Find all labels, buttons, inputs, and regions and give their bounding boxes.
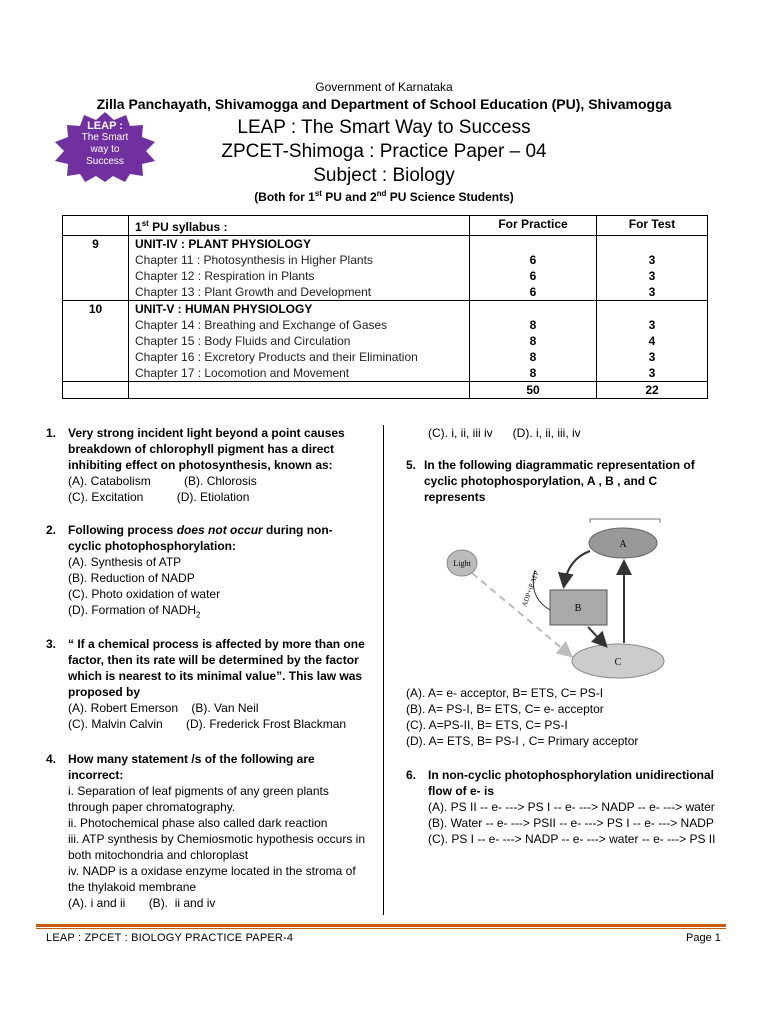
unit-cell (129, 301, 470, 382)
chapter-name: Chapter 13 : Plant Growth and Development (135, 285, 372, 299)
syllabus-table (62, 215, 708, 399)
chapter-name: Chapter 15 : Body Fluids and Circulation (135, 334, 351, 348)
practice-count: 8 (529, 366, 537, 380)
question-option: (A). Synthesis of ATP (68, 555, 182, 569)
node-c-label: C (614, 657, 622, 668)
header-audience: (Both for 1st PU and 2nd PU Science Students) (254, 189, 514, 204)
badge-line: LEAP : (87, 120, 123, 132)
test-cell (597, 236, 708, 301)
total-test: 22 (597, 382, 708, 399)
chapter-name: Chapter 12 : Respiration in Plants (135, 269, 315, 283)
a-to-b-arrow (564, 551, 590, 585)
question-number: 3. (46, 637, 57, 651)
chapter-name: Chapter 11 : Photosynthesis in Higher Plants (135, 253, 373, 267)
atp-label: ADP+iP ATP (520, 569, 541, 608)
question-option: iv. NADP is a oxidase enzyme located in the stroma of the thylakoid membrane (68, 864, 356, 894)
question-option: (C). Malvin Calvin (D). Frederick Frost Blackman (68, 717, 347, 731)
question-option: (A). i and ii (B). ii and iv (68, 896, 216, 910)
node-a-label: A (619, 539, 627, 550)
practice-cell (470, 301, 597, 382)
question-option: (D). Formation of $NADH_2$ (68, 603, 201, 620)
question-option: (A). A= e- acceptor, B= ETS, C= PS-I (406, 686, 604, 700)
question-stem: In the following diagrammatic representation of cyclic photophosporylation, A , B , and C represents (424, 458, 695, 504)
question-5 (406, 457, 716, 505)
practice-count: 6 (529, 269, 537, 283)
unit-title: UNIT-V : HUMAN PHYSIOLOGY (135, 302, 313, 316)
cyclic-photophosphorylation-diagram (440, 515, 680, 685)
practice-count: 6 (529, 253, 537, 267)
question-stem (68, 522, 366, 554)
question-option: (B). A= PS-I, B= ETS, C= e- acceptor (406, 702, 604, 716)
header-government: Government of Karnataka (315, 80, 453, 94)
unit-number: 10 (63, 301, 129, 382)
question-3 (46, 636, 371, 732)
badge-line: way to (90, 144, 120, 155)
question-option: (B). Reduction of NADP (68, 571, 195, 585)
table-total-row (63, 382, 708, 399)
practice-count: 6 (529, 285, 537, 299)
question-2 (46, 522, 366, 623)
bracket-line (590, 519, 660, 523)
header-subject: Subject : Biology (313, 165, 455, 186)
footer-rule-thin (36, 928, 726, 929)
footer-title: LEAP : ZPCET : BIOLOGY PRACTICE PAPER-4 (46, 932, 294, 944)
question-number: 2. (46, 523, 57, 537)
header-leap-title: LEAP : The Smart Way to Success (237, 117, 531, 138)
test-count: 3 (648, 366, 656, 380)
question-number: 5. (406, 458, 417, 472)
question-stem: How many statement /s of the following are incorrect: (68, 752, 315, 782)
question-option: ii. Photochemical phase also called dark reaction (68, 816, 328, 830)
light-label: Light (453, 559, 471, 568)
question-option: iii. ATP synthesis by Chemiosmotic hypothesis occurs in both mitochondria and chloroplast (68, 832, 366, 862)
question-option: (C). Excitation (D). Etiolation (68, 490, 250, 504)
table-header-syllabus: 1st PU syllabus : (129, 216, 470, 236)
b-to-c-arrow (588, 627, 605, 645)
badge-line: Success (86, 156, 124, 167)
node-b-label: B (574, 603, 582, 614)
table-header-practice: For Practice (470, 216, 597, 236)
practice-count: 8 (529, 334, 537, 348)
question-stem: “ If a chemical process is affected by more than one factor, then its rate will be determined by the factor which is nearest to its minimal value”. This law was proposed by (68, 637, 365, 699)
question-option: (C). A=PS-II, B= ETS, C= PS-I (406, 718, 568, 732)
table-row (63, 236, 708, 301)
table-row (63, 301, 708, 382)
table-cell (129, 382, 470, 399)
question-6 (406, 767, 716, 847)
question-option: (C). Photo oxidation of water (68, 587, 221, 601)
question-4 (46, 751, 366, 911)
question-5-options (406, 685, 716, 749)
question-number: 4. (46, 752, 57, 766)
test-count: 3 (648, 350, 656, 364)
leap-badge-text (62, 120, 148, 168)
test-count: 3 (648, 285, 656, 299)
unit-cell (129, 236, 470, 301)
test-count: 3 (648, 269, 656, 283)
page-number: Page 1 (686, 932, 721, 944)
question-1 (46, 425, 366, 505)
question-stem: In non-cyclic photophosphorylation unidirectional flow of e- is (428, 768, 715, 798)
question-option: (B). Water -- e- ---> PSII -- e- ---> PS I -- e- ---> NADP (428, 816, 714, 830)
question-option: i. Separation of leaf pigments of any green plants through paper chromatography. (68, 784, 329, 814)
column-divider (383, 425, 384, 915)
question-number: 1. (46, 426, 57, 440)
unit-number: 9 (63, 236, 129, 301)
question-4-continued-options: (C). i, ii, iii iv (D). i, ii, iii, iv (428, 426, 581, 440)
footer-rule (36, 924, 726, 927)
table-header-row (63, 216, 708, 236)
practice-cell (470, 236, 597, 301)
question-number: 6. (406, 768, 417, 782)
stem-emphasis: does not occur (176, 523, 263, 537)
table-header-test: For Test (597, 216, 708, 236)
header-zilla: Zilla Panchayath, Shivamogga and Department of School Education (PU), Shivamogga (96, 96, 672, 112)
question-option: (A). PS II -- e- ---> PS I -- e- ---> NADP -- e- ---> water (428, 800, 715, 814)
table-cell (63, 382, 129, 399)
question-option: (D). A= ETS, B= PS-I , C= Primary acceptor (406, 734, 639, 748)
test-count: 3 (648, 253, 656, 267)
chapter-name: Chapter 14 : Breathing and Exchange of Gases (135, 318, 388, 332)
test-count: 4 (648, 334, 656, 348)
header-paper-title: ZPCET-Shimoga : Practice Paper – 04 (221, 141, 547, 162)
test-count: 3 (648, 318, 656, 332)
stem-part: Following process (68, 523, 177, 537)
practice-count: 8 (529, 318, 537, 332)
total-practice: 50 (470, 382, 597, 399)
test-cell (597, 301, 708, 382)
question-option: (A). Robert Emerson (B). Van Neil (68, 701, 259, 715)
badge-line: The Smart (81, 132, 129, 143)
table-cell (63, 216, 129, 236)
stem-part: during non-cyclic photophosphorylation: (68, 523, 333, 553)
chapter-name: Chapter 17 : Locomotion and Movement (135, 366, 350, 380)
question-option: (C). PS I -- e- ---> NADP -- e- ---> water -- e- ---> PS II (428, 832, 716, 846)
chapter-name: Chapter 16 : Excretory Products and their Elimination (135, 350, 418, 364)
unit-title: UNIT-IV : PLANT PHYSIOLOGY (135, 237, 312, 251)
practice-count: 8 (529, 350, 537, 364)
question-stem: Very strong incident light beyond a point causes breakdown of chlorophyll pigment has a direct inhibiting effect on photosynthesis, known as: (68, 426, 345, 472)
question-option: (A). Catabolism (B). Chlorosis (68, 474, 257, 488)
